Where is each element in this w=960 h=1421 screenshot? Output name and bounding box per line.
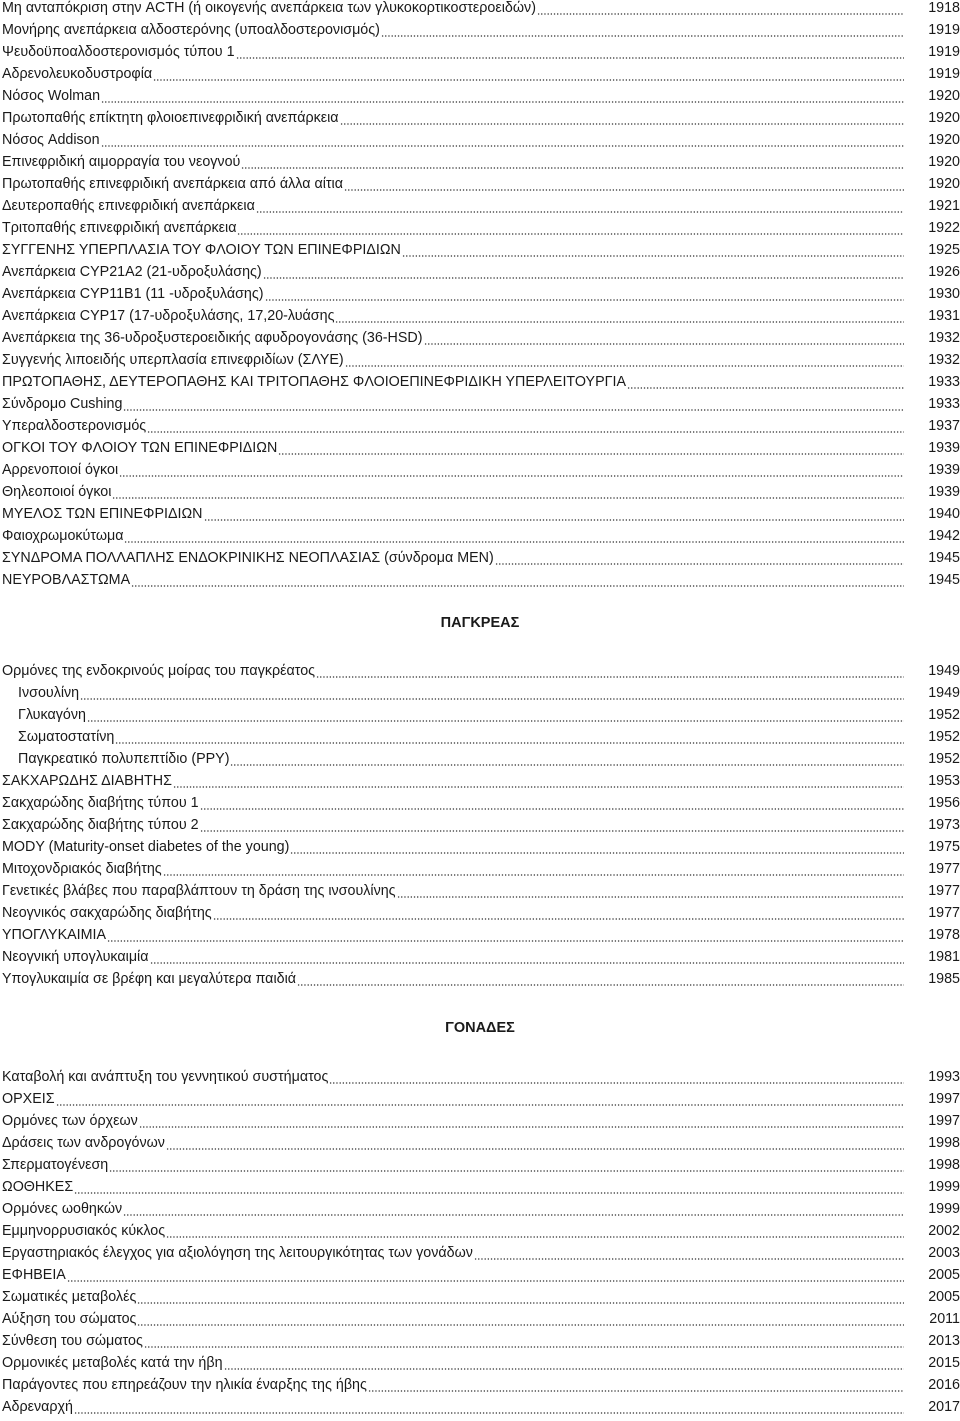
toc-entry[interactable] bbox=[2, 1110, 960, 1132]
toc-entry-page-number: 1999 bbox=[928, 1201, 960, 1217]
toc-entry-page-number: 1939 bbox=[928, 462, 960, 478]
dot-leader bbox=[236, 41, 904, 63]
toc-entry[interactable] bbox=[2, 924, 960, 946]
toc-entry-page-number: 1932 bbox=[928, 352, 960, 368]
toc-entry-title: Ανεπάρκεια της 36-υδροξυστεροειδικής αφυδρογονάσης (36-HSD) bbox=[2, 330, 423, 346]
section-heading-gonads: ΓΟΝΑΔΕΣ bbox=[445, 1020, 515, 1036]
toc-entry-page-number: 2002 bbox=[928, 1223, 960, 1239]
dot-leader bbox=[150, 946, 905, 968]
dot-leader bbox=[368, 1374, 904, 1396]
dot-leader bbox=[166, 1132, 904, 1154]
toc-entry[interactable] bbox=[2, 217, 960, 239]
toc-entry-page-number: 1949 bbox=[928, 663, 960, 679]
toc-entry[interactable] bbox=[2, 437, 960, 459]
dot-leader bbox=[139, 1110, 904, 1132]
dot-leader bbox=[123, 393, 904, 415]
toc-entry-page-number: 1981 bbox=[928, 949, 960, 965]
dot-leader bbox=[147, 415, 904, 437]
toc-entry-title: Φαιοχρωμοκύτωμα bbox=[2, 528, 124, 544]
toc-entry-title: Μονήρης ανεπάρκεια αλδοστερόνης (υποαλδοστερονισμός) bbox=[2, 22, 380, 38]
dot-leader bbox=[74, 1176, 904, 1198]
dot-leader bbox=[213, 902, 904, 924]
toc-entry[interactable] bbox=[2, 1330, 960, 1352]
toc-entry-page-number: 1952 bbox=[928, 751, 960, 767]
toc-entry[interactable] bbox=[2, 371, 960, 393]
toc-entry-title: Νεογνική υπογλυκαιμία bbox=[2, 949, 149, 965]
dot-leader bbox=[119, 459, 904, 481]
toc-entry-title: Συγγενής λιποειδής υπερπλασία επινεφριδίων (ΣΛΥΕ) bbox=[2, 352, 344, 368]
dot-leader bbox=[80, 682, 904, 704]
toc-section-adrenal-continued bbox=[2, 0, 960, 591]
dot-leader bbox=[278, 437, 904, 459]
dot-leader bbox=[144, 1330, 904, 1352]
toc-entry[interactable] bbox=[2, 1352, 960, 1374]
toc-entry[interactable] bbox=[2, 660, 960, 682]
dot-leader bbox=[131, 569, 904, 591]
toc-entry-page-number: 1918 bbox=[928, 0, 960, 16]
dot-leader bbox=[153, 63, 904, 85]
toc-entry[interactable] bbox=[2, 503, 960, 525]
toc-entry[interactable] bbox=[2, 770, 960, 792]
toc-entry-page-number: 2003 bbox=[928, 1245, 960, 1261]
toc-entry-title: Δράσεις των ανδρογόνων bbox=[2, 1135, 165, 1151]
toc-entry[interactable] bbox=[2, 1242, 960, 1264]
toc-entry-page-number: 2016 bbox=[928, 1377, 960, 1393]
toc-entry-title: Ορμόνες των όρχεων bbox=[2, 1113, 138, 1129]
dot-leader bbox=[241, 151, 904, 173]
dot-leader bbox=[627, 371, 904, 393]
toc-entry[interactable] bbox=[2, 726, 960, 748]
toc-entry[interactable] bbox=[2, 63, 960, 85]
toc-entry-title: Ορμόνες ωοθηκών bbox=[2, 1201, 123, 1217]
toc-entry-page-number: 1945 bbox=[928, 572, 960, 588]
toc-entry[interactable] bbox=[2, 1220, 960, 1242]
toc-entry-page-number: 1977 bbox=[928, 861, 960, 877]
dot-leader bbox=[495, 547, 904, 569]
toc-entry-title: Πρωτοπαθής επινεφριδική ανεπάρκεια από άλλα αίτια bbox=[2, 176, 343, 192]
dot-leader bbox=[316, 660, 904, 682]
toc-entry[interactable] bbox=[2, 682, 960, 704]
dot-leader bbox=[137, 1308, 904, 1330]
toc-entry[interactable] bbox=[2, 327, 960, 349]
toc-entry[interactable] bbox=[2, 0, 960, 19]
toc-entry[interactable] bbox=[2, 195, 960, 217]
toc-entry[interactable] bbox=[2, 19, 960, 41]
toc-entry-title: ΣΥΓΓΕΝΗΣ ΥΠΕΡΠΛΑΣΙΑ ΤΟΥ ΦΛΟΙΟΥ ΤΩΝ ΕΠΙΝΕΦΡΙΔΙΩΝ bbox=[2, 242, 401, 258]
dot-leader bbox=[263, 261, 904, 283]
dot-leader bbox=[381, 19, 904, 41]
toc-entry-title: MODY (Maturity-onset diabetes of the young) bbox=[2, 839, 290, 855]
dot-leader bbox=[335, 305, 904, 327]
dot-leader bbox=[224, 1352, 904, 1374]
toc-entry-page-number: 1920 bbox=[928, 154, 960, 170]
toc-entry-page-number: 2015 bbox=[928, 1355, 960, 1371]
toc-entry-title: Σύνθεση του σώματος bbox=[2, 1333, 143, 1349]
toc-entry[interactable] bbox=[2, 814, 960, 836]
toc-entry-page-number: 1932 bbox=[928, 330, 960, 346]
toc-entry-page-number: 1920 bbox=[928, 132, 960, 148]
toc-entry-title: Σωματικές μεταβολές bbox=[2, 1289, 137, 1305]
toc-entry[interactable] bbox=[2, 569, 960, 591]
toc-entry-title: ΩΟΘΗΚΕΣ bbox=[2, 1179, 74, 1195]
toc-entry-page-number: 1925 bbox=[928, 242, 960, 258]
dot-leader bbox=[67, 1264, 904, 1286]
dot-leader bbox=[163, 858, 904, 880]
toc-entry-title: Ανεπάρκεια CYP17 (17-υδροξυλάσης, 17,20-λυάσης bbox=[2, 308, 335, 324]
toc-entry-title: Γλυκαγόνη bbox=[18, 707, 86, 723]
toc-entry-page-number: 1920 bbox=[928, 110, 960, 126]
toc-entry-title: ΜΥΕΛΟΣ ΤΩΝ ΕΠΙΝΕΦΡΙΔΙΩΝ bbox=[2, 506, 203, 522]
toc-entry-page-number: 1937 bbox=[928, 418, 960, 434]
dot-leader bbox=[101, 129, 904, 151]
toc-entry-title: Καταβολή και ανάπτυξη του γεννητικού συστήματος bbox=[2, 1069, 329, 1085]
toc-entry-title: ΟΡΧΕΙΣ bbox=[2, 1091, 55, 1107]
dot-leader bbox=[173, 770, 904, 792]
toc-entry[interactable] bbox=[2, 349, 960, 371]
toc-entry-title: Νόσος Addison bbox=[2, 132, 100, 148]
toc-entry-page-number: 1973 bbox=[928, 817, 960, 833]
toc-entry-title: Σακχαρώδης διαβήτης τύπου 2 bbox=[2, 817, 199, 833]
toc-entry-page-number: 1999 bbox=[928, 1179, 960, 1195]
toc-entry-page-number: 1956 bbox=[928, 795, 960, 811]
toc-entry-page-number: 2013 bbox=[928, 1333, 960, 1349]
toc-entry-page-number: 1993 bbox=[928, 1069, 960, 1085]
toc-entry[interactable] bbox=[2, 41, 960, 63]
toc-entry-title: Μιτοχονδριακός διαβήτης bbox=[2, 861, 162, 877]
toc-entry-title: Υπεραλδοστερονισμός bbox=[2, 418, 147, 434]
toc-entry-page-number: 1985 bbox=[928, 971, 960, 987]
toc-entry-title: Αρρενοποιοί όγκοι bbox=[2, 462, 119, 478]
toc-entry[interactable] bbox=[2, 459, 960, 481]
toc-entry-page-number: 1952 bbox=[928, 707, 960, 723]
toc-entry[interactable] bbox=[2, 415, 960, 437]
dot-leader bbox=[345, 349, 904, 371]
toc-entry-page-number: 1978 bbox=[928, 927, 960, 943]
toc-entry-page-number: 1939 bbox=[928, 484, 960, 500]
toc-entry-title: Επινεφριδική αιμορραγία του νεογνού bbox=[2, 154, 241, 170]
toc-entry-page-number: 1952 bbox=[928, 729, 960, 745]
toc-entry[interactable] bbox=[2, 261, 960, 283]
toc-entry-page-number: 1998 bbox=[928, 1157, 960, 1173]
dot-leader bbox=[474, 1242, 904, 1264]
toc-entry[interactable] bbox=[2, 85, 960, 107]
toc-entry-title: Γενετικές βλάβες που παραβλάπτουν τη δράση της ινσουλίνης bbox=[2, 883, 396, 899]
toc-entry[interactable] bbox=[2, 151, 960, 173]
dot-leader bbox=[230, 748, 904, 770]
dot-leader bbox=[204, 503, 904, 525]
dot-leader bbox=[256, 195, 904, 217]
toc-entry-title: ΥΠΟΓΛΥΚΑΙΜΙΑ bbox=[2, 927, 107, 943]
toc-entry-title: Παγκρεατικό πολυπεπτίδιο (PPY) bbox=[18, 751, 230, 767]
toc-entry[interactable] bbox=[2, 1374, 960, 1396]
toc-entry[interactable] bbox=[2, 858, 960, 880]
toc-entry[interactable] bbox=[2, 1088, 960, 1110]
toc-entry[interactable] bbox=[2, 1308, 960, 1330]
section-heading-pancreas: ΠΑΓΚΡΕΑΣ bbox=[440, 615, 520, 631]
toc-entry[interactable] bbox=[2, 107, 960, 129]
toc-entry-title: Σπερματογένεση bbox=[2, 1157, 109, 1173]
toc-entry-page-number: 1940 bbox=[928, 506, 960, 522]
dot-leader bbox=[537, 0, 904, 19]
toc-entry-title: Δευτεροπαθής επινεφριδική ανεπάρκεια bbox=[2, 198, 255, 214]
toc-entry[interactable] bbox=[2, 173, 960, 195]
toc-entry[interactable] bbox=[2, 1286, 960, 1308]
toc-entry[interactable] bbox=[2, 481, 960, 503]
toc-entry-page-number: 1933 bbox=[928, 374, 960, 390]
toc-section-pancreas bbox=[2, 660, 960, 990]
toc-entry[interactable] bbox=[2, 525, 960, 547]
dot-leader bbox=[123, 1198, 904, 1220]
toc-entry-page-number: 1919 bbox=[928, 22, 960, 38]
toc-entry[interactable] bbox=[2, 1176, 960, 1198]
toc-entry[interactable] bbox=[2, 1154, 960, 1176]
toc-entry-page-number: 1926 bbox=[928, 264, 960, 280]
dot-leader bbox=[340, 107, 904, 129]
dot-leader bbox=[344, 173, 904, 195]
dot-leader bbox=[265, 283, 904, 305]
toc-entry-title: Πρωτοπαθής επίκτητη φλοιοεπινεφριδική ανεπάρκεια bbox=[2, 110, 339, 126]
toc-entry-page-number: 1922 bbox=[928, 220, 960, 236]
dot-leader bbox=[200, 792, 904, 814]
dot-leader bbox=[137, 1286, 904, 1308]
toc-entry-page-number: 1997 bbox=[928, 1091, 960, 1107]
toc-entry-title: Σωματοστατίνη bbox=[18, 729, 115, 745]
toc-entry[interactable] bbox=[2, 792, 960, 814]
dot-leader bbox=[56, 1088, 904, 1110]
dot-leader bbox=[87, 704, 904, 726]
toc-entry[interactable] bbox=[2, 968, 960, 990]
toc-section-gonads bbox=[2, 1066, 960, 1418]
dot-leader bbox=[109, 1154, 904, 1176]
toc-entry[interactable] bbox=[2, 1066, 960, 1088]
toc-entry-title: ΣΑΚΧΑΡΩΔΗΣ ΔΙΑΒΗΤΗΣ bbox=[2, 773, 172, 789]
toc-entry-title: Μη ανταπόκριση στην ACTH (ή οικογενής ανεπάρκεια των γλυκοκορτικοστεροειδών) bbox=[2, 0, 536, 16]
dot-leader bbox=[397, 880, 904, 902]
toc-entry[interactable] bbox=[2, 393, 960, 415]
toc-entry-title: Παράγοντες που επηρεάζουν την ηλικία έναρξης της ήβης bbox=[2, 1377, 367, 1393]
toc-entry-page-number: 1919 bbox=[928, 66, 960, 82]
toc-entry-title: Ορμόνες της ενδοκρινούς μοίρας του παγκρέατος bbox=[2, 663, 316, 679]
toc-entry-page-number: 1949 bbox=[928, 685, 960, 701]
toc-entry-title: ΣΥΝΔΡΟΜΑ ΠΟΛΛΑΠΛΗΣ ΕΝΔΟΚΡΙΝΙΚΗΣ ΝΕΟΠΛΑΣΙΑΣ (σύνδρομα ΜΕΝ) bbox=[2, 550, 494, 566]
toc-entry-title: ΠΡΩΤΟΠΑΘΗΣ, ΔΕΥΤΕΡΟΠΑΘΗΣ ΚΑΙ ΤΡΙΤΟΠΑΘΗΣ ΦΛΟΙΟΕΠΙΝΕΦΡΙΔΙΚΗ ΥΠΕΡΛΕΙΤΟΥΡΓΙΑ bbox=[2, 374, 627, 390]
dot-leader bbox=[290, 836, 904, 858]
dot-leader bbox=[101, 85, 904, 107]
toc-entry[interactable] bbox=[2, 902, 960, 924]
toc-entry-title: Σακχαρώδης διαβήτης τύπου 1 bbox=[2, 795, 199, 811]
toc-entry-title: ΝΕΥΡΟΒΛΑΣΤΩΜΑ bbox=[2, 572, 131, 588]
toc-entry-title: Εργαστηριακός έλεγχος για αξιολόγηση της λειτουργικότητας των γονάδων bbox=[2, 1245, 473, 1261]
dot-leader bbox=[329, 1066, 904, 1088]
toc-entry[interactable] bbox=[2, 880, 960, 902]
toc-entry[interactable] bbox=[2, 836, 960, 858]
dot-leader bbox=[124, 525, 904, 547]
toc-entry-page-number: 1920 bbox=[928, 88, 960, 104]
toc-entry-title: Ανεπάρκεια CYP11B1 (11 -υδροξυλάσης) bbox=[2, 286, 264, 302]
toc-entry-title: Υπογλυκαιμία σε βρέφη και μεγαλύτερα παιδιά bbox=[2, 971, 297, 987]
dot-leader bbox=[200, 814, 904, 836]
toc-entry-page-number: 2005 bbox=[928, 1289, 960, 1305]
toc-entry-page-number: 2017 bbox=[928, 1399, 960, 1415]
toc-entry-page-number: 1930 bbox=[928, 286, 960, 302]
toc-entry[interactable] bbox=[2, 1198, 960, 1220]
toc-entry-title: ΕΦΗΒΕΙΑ bbox=[2, 1267, 66, 1283]
toc-entry-page-number: 1945 bbox=[928, 550, 960, 566]
dot-leader bbox=[424, 327, 905, 349]
toc-entry-title: Αύξηση του σώματος bbox=[2, 1311, 137, 1327]
dot-leader bbox=[402, 239, 904, 261]
toc-entry[interactable] bbox=[2, 1396, 960, 1418]
dot-leader bbox=[297, 968, 904, 990]
toc-entry[interactable] bbox=[2, 283, 960, 305]
dot-leader bbox=[107, 924, 904, 946]
dot-leader bbox=[115, 726, 904, 748]
toc-entry-title: Τριτοπαθής επινεφριδική ανεπάρκεια bbox=[2, 220, 237, 236]
toc-entry-page-number: 2005 bbox=[928, 1267, 960, 1283]
toc-entry[interactable] bbox=[2, 748, 960, 770]
toc-entry-page-number: 1939 bbox=[928, 440, 960, 456]
toc-entry-title: Αδρεναρχή bbox=[2, 1399, 74, 1415]
toc-entry-page-number: 1977 bbox=[928, 905, 960, 921]
toc-entry[interactable] bbox=[2, 239, 960, 261]
toc-entry-title: Σύνδρομο Cushing bbox=[2, 396, 123, 412]
dot-leader bbox=[74, 1396, 904, 1418]
toc-entry-title: Νόσος Wolman bbox=[2, 88, 101, 104]
toc-entry-page-number: 1942 bbox=[928, 528, 960, 544]
toc-entry-title: ΟΓΚΟΙ ΤΟΥ ΦΛΟΙΟΥ ΤΩΝ ΕΠΙΝΕΦΡΙΔΙΩΝ bbox=[2, 440, 278, 456]
toc-entry-page-number: 1919 bbox=[928, 44, 960, 60]
dot-leader bbox=[112, 481, 904, 503]
toc-entry-title: Ορμονικές μεταβολές κατά την ήβη bbox=[2, 1355, 223, 1371]
dot-leader bbox=[237, 217, 904, 239]
toc-entry-page-number: 1998 bbox=[928, 1135, 960, 1151]
toc-entry-title: Ινσουλίνη bbox=[18, 685, 80, 701]
toc-entry-page-number: 1933 bbox=[928, 396, 960, 412]
toc-entry-title: Αδρενολευκοδυστροφία bbox=[2, 66, 153, 82]
toc-entry-title: Ψευδοϋποαλδοστερονισμός τύπου 1 bbox=[2, 44, 235, 60]
toc-entry-title: Θηλεοποιοί όγκοι bbox=[2, 484, 112, 500]
toc-entry[interactable] bbox=[2, 547, 960, 569]
toc-entry[interactable] bbox=[2, 704, 960, 726]
toc-entry[interactable] bbox=[2, 1264, 960, 1286]
toc-entry-page-number: 1997 bbox=[928, 1113, 960, 1129]
toc-entry[interactable] bbox=[2, 1132, 960, 1154]
toc-entry-page-number: 1953 bbox=[928, 773, 960, 789]
toc-entry-page-number: 1977 bbox=[928, 883, 960, 899]
toc-entry-title: Νεογνικός σακχαρώδης διαβήτης bbox=[2, 905, 212, 921]
toc-entry-page-number: 1975 bbox=[928, 839, 960, 855]
toc-entry-title: Ανεπάρκεια CYP21A2 (21-υδροξυλάσης) bbox=[2, 264, 262, 280]
toc-entry-page-number: 1921 bbox=[928, 198, 960, 214]
toc-entry-page-number: 1931 bbox=[928, 308, 960, 324]
dot-leader bbox=[166, 1220, 904, 1242]
toc-entry[interactable] bbox=[2, 305, 960, 327]
toc-entry[interactable] bbox=[2, 946, 960, 968]
toc-entry-page-number: 2011 bbox=[929, 1311, 960, 1327]
toc-entry-page-number: 1920 bbox=[928, 176, 960, 192]
toc-entry-title: Εμμηνορρυσιακός κύκλος bbox=[2, 1223, 166, 1239]
toc-entry[interactable] bbox=[2, 129, 960, 151]
